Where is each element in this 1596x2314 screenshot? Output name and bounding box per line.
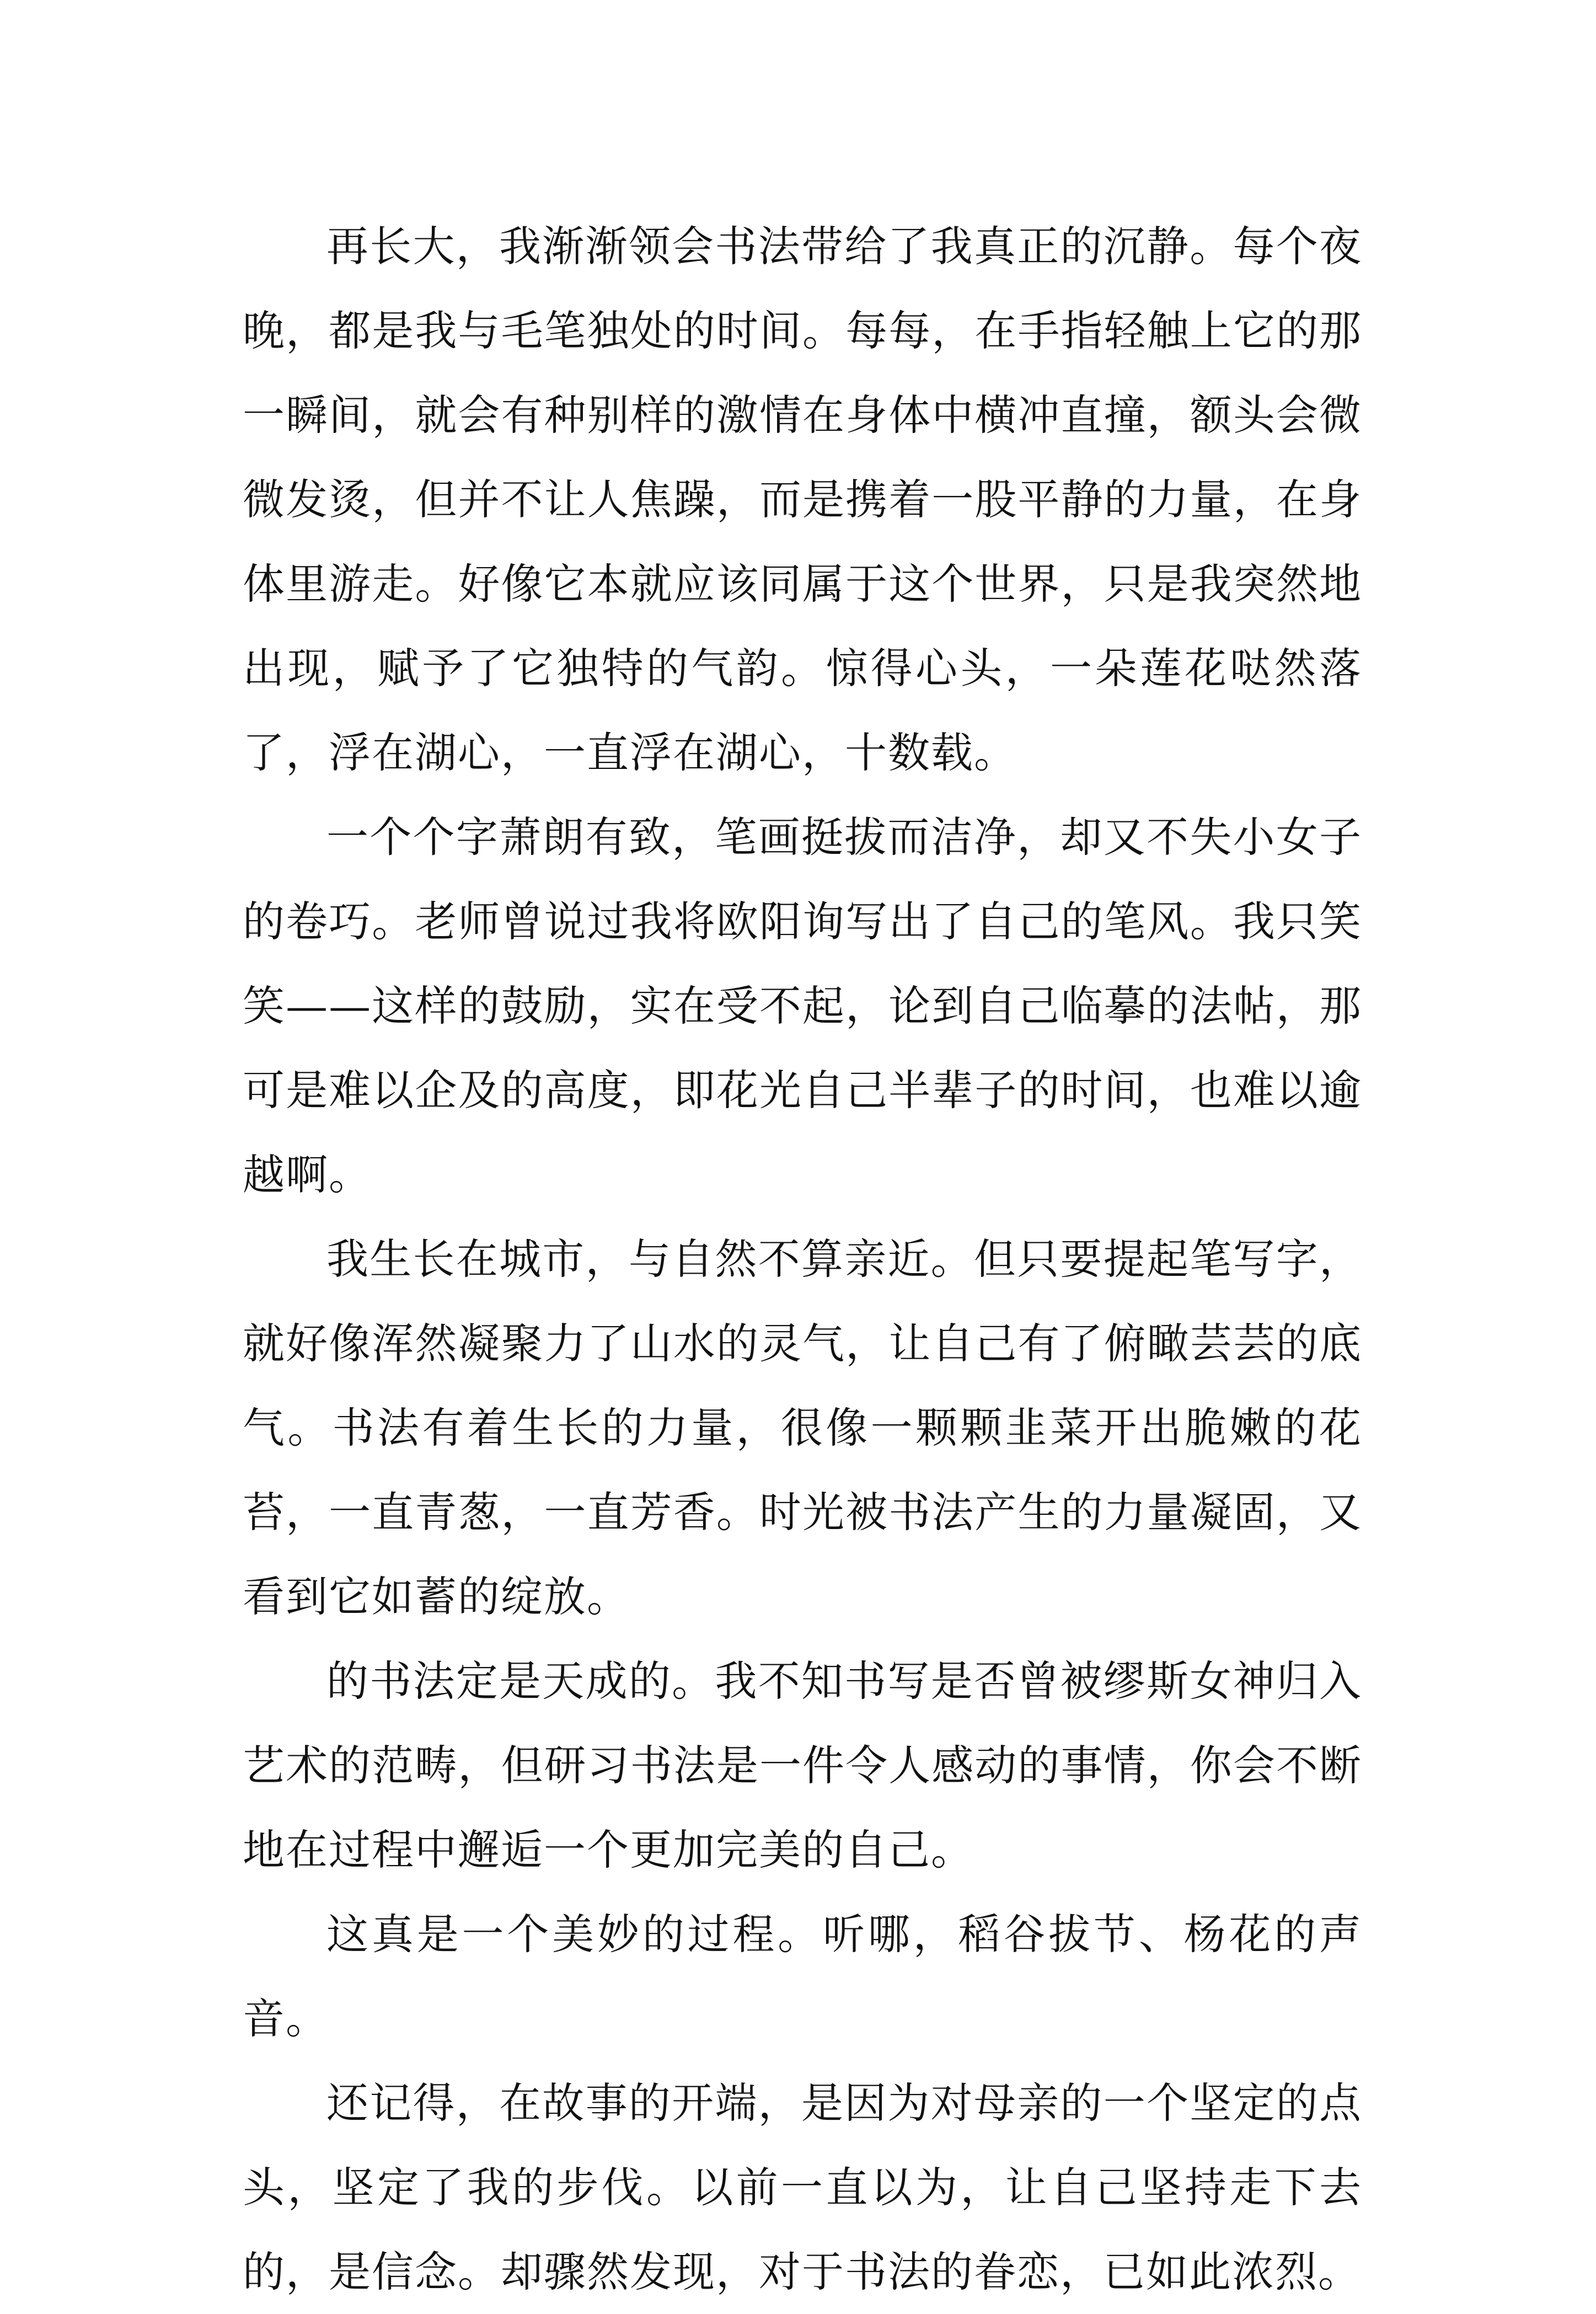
paragraph-2: 一个个字萧朗有致，笔画挺拔而洁净，却又不失小女子的卷巧。老师曾说过我将欧阳询写出了自己的笔风。我只笑笑——这样的鼓励，实在受不起，论到自己临摹的法帖，那可是难以企及的高度，即花光自己半辈子的时间，也难以逾越啊。 [243, 813, 1362, 1199]
document-body [243, 204, 1362, 2314]
paragraph-5: 这真是一个美妙的过程。听哪，稻谷拔节、杨花的声音。 [243, 1910, 1362, 2043]
paragraph-4: 的书法定是天成的。我不知书写是否曾被缪斯女神归入艺术的范畴，但研习书法是一件令人感动的事情，你会不断地在过程中邂逅一个更加完美的自己。 [243, 1656, 1362, 1874]
paragraph-3: 我生长在城市，与自然不算亲近。但只要提起笔写字，就好像浑然凝聚力了山水的灵气，让自己有了俯瞰芸芸的底气。书法有着生长的力量，很像一颗颗韭菜开出脆嫩的花苔，一直青葱，一直芳香。时光被书法产生的力量凝固，又看到它如蓄的绽放。 [243, 1235, 1362, 1621]
paragraph-1: 再长大，我渐渐领会书法带给了我真正的沉静。每个夜晚，都是我与毛笔独处的时间。每每，在手指轻触上它的那一瞬间，就会有种别样的激情在身体中横冲直撞，额头会微微发烫，但并不让人焦躁，而是携着一股平静的力量，在身体里游走。好像它本就应该同属于这个世界，只是我突然地出现，赋予了它独特的气韵。惊得心头，一朵莲花哒然落了，浮在湖心，一直浮在湖心，十数载。 [243, 222, 1362, 777]
paragraph-6: 还记得，在故事的开端，是因为对母亲的一个坚定的点头，坚定了我的步伐。以前一直以为，让自己坚持走下去的，是信念。却骤然发现，对于书法的眷恋，已如此浓烈。 [243, 2078, 1362, 2296]
